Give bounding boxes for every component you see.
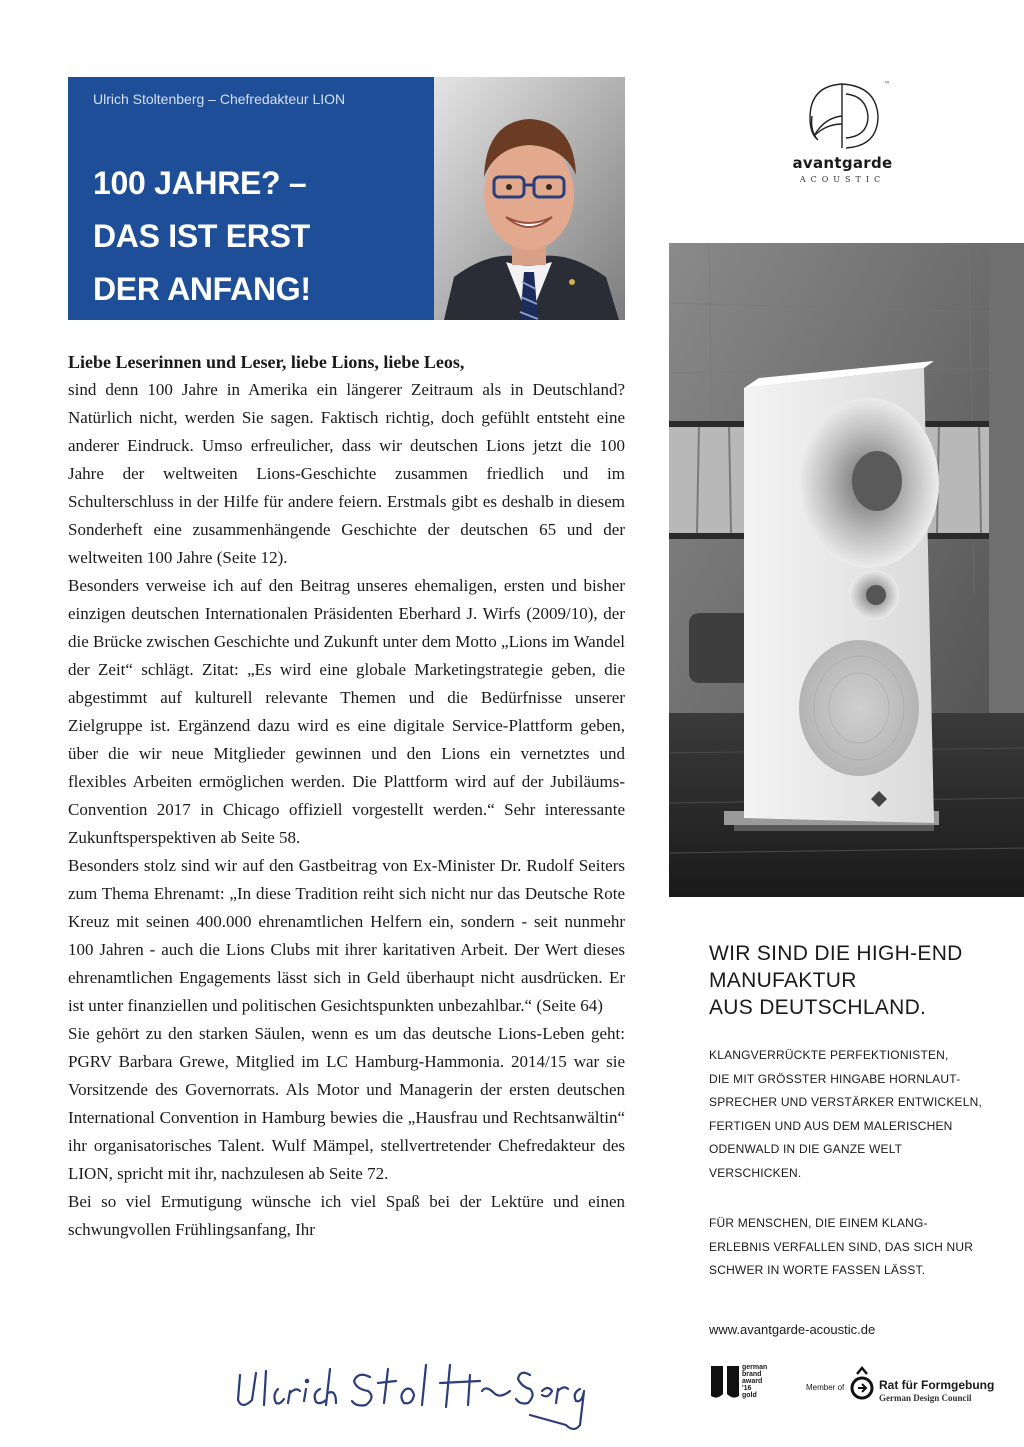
- brand-name: avantgarde: [792, 154, 893, 172]
- ad-paragraph: [709, 1044, 1009, 1185]
- headline-line: 100 JAHRE? –: [93, 165, 307, 201]
- author-portrait: [434, 77, 625, 320]
- ad-headline-line: WIR SIND DIE HIGH-END: [709, 942, 963, 965]
- ad-headline-line: MANUFAKTUR: [709, 969, 857, 992]
- ad-paragraph: [709, 1212, 1009, 1283]
- headline-line: DAS IST ERST: [93, 218, 310, 254]
- handwritten-signature: [230, 1355, 590, 1435]
- ad-line: FERTIGEN UND AUS DEM MALERISCHEN: [709, 1118, 953, 1133]
- design-council-name: Rat für Formgebung: [879, 1378, 995, 1392]
- speaker-photo: [669, 243, 1024, 897]
- ad-line: ERLEBNIS VERFALLEN SIND, DAS SICH NUR: [709, 1239, 974, 1254]
- ad-line: FÜR MENSCHEN, DIE EINEM KLANG-: [709, 1216, 928, 1230]
- article-paragraph: Besonders stolz sind wir auf den Gastbeitrag von Ex-Minister Dr. Rudolf Seiters zum Thema Ehrenamt: „In diese Tradition reiht sich nicht nur das Deutsche Rote Kreuz mit seinen 400.000 ehrenamtlichen Helfern ein, sondern - seit nunmehr 100 Jahren - auch die Lions Clubs mit ihrer karitativen Arbeit. Der Wert dieses ehrenamtlichen Engagements lässt sich in Geld überhaupt nicht ausdrücken. Er ist unter finanziellen und politischen Gesichtspunkten unbezahlbar.“ (Seite 64): [68, 856, 625, 1015]
- author-line: Ulrich Stoltenberg – Chefredakteur LION: [93, 91, 346, 107]
- article-paragraph: Besonders verweise ich auf den Beitrag unseres ehemaligen, ersten und bisher einzigen deutschen Internationalen Präsidenten Eberhard J. Wirfs (2009/10), der die Brücke zwischen Geschichte und Zukunft unter dem Motto „Lions im Wandel der Zeit“ schlägt. Zitat: „Es wird eine globale Marketingstrategie geben, die abgestimmt auf kulturell relevante Themen und die Bedürfnisse unserer Zielgruppe ist. Ergänzend dazu wird es eine digitale Service-Plattform geben, über die wir neue Mitglieder gewinnen und den Lions ein vernetztes und flexibles Arbeiten ermöglichen werden. Die Plattform wird auf der Jubiläums-Convention 2017 in Chicago offiziell vorgestellt werden.“ Sehr interessante Zukunftsperspektiven ab Seite 58.: [68, 576, 625, 847]
- member-of-label: Member of: [806, 1383, 845, 1392]
- award-line: award: [742, 1378, 763, 1385]
- design-council-icon: [849, 1366, 877, 1402]
- brand-award-text: [742, 1364, 782, 1399]
- ad-line: ODENWALD IN DIE GANZE WELT: [709, 1142, 903, 1156]
- article-paragraph: Bei so viel Ermutigung wünsche ich viel Spaß bei der Lektüre und einen schwungvollen Frühlingsanfang, Ihr: [68, 1192, 625, 1239]
- salutation: Liebe Leserinnen und Leser, liebe Lions, liebe Leos,: [68, 352, 465, 372]
- headline: [93, 157, 423, 316]
- design-council-subtitle: German Design Council: [879, 1393, 972, 1403]
- award-line: german: [742, 1364, 768, 1371]
- article-paragraph: sind denn 100 Jahre in Amerika ein längerer Zeitraum als in Deutschland? Natürlich nicht, werden Sie sagen. Faktisch richtig, doch gefühlt entsteht eine anderer Eindruck. Umso erfreulicher, dass wir deutschen Lions jetzt die 100 Jahre der weltweiten Lions-Geschichte zusammen friedlich und im Schulterschluss in der Hilfe für andere feiern. Erstmals gibt es deshalb in diesem Sonderheft eine zusammenhängende Geschichte der deutschen 65 und der weltweiten 100 Jahre (Seite 12).: [68, 380, 625, 567]
- ad-headline-line: AUS DEUTSCHLAND.: [709, 996, 927, 1019]
- editorial-article: [68, 348, 625, 1244]
- editorial-header: [68, 77, 434, 320]
- ad-url-link[interactable]: www.avantgarde-acoustic.de: [709, 1322, 876, 1337]
- ad-line: KLANGVERRÜCKTE PERFEKTIONISTEN,: [709, 1048, 949, 1062]
- headline-line: DER ANFANG!: [93, 271, 311, 307]
- article-paragraph: Sie gehört zu den starken Säulen, wenn es um das deutsche Lions-Leben geht: PGRV Barbara Grewe, Mitglied im LC Hamburg-Hammonia. 2014/15 war sie Vorsitzende des Governorrats. Als Motor und Managerin der ersten deutschen International Convention in Hamburg bewies die „Hausfrau und Rechtsanwältin“ ihr organisatorisches Talent. Wulf Mämpel, stellvertretender Chefredakteur des LION, spricht mit ihr, nachzulesen ab Seite 72.: [68, 1024, 625, 1183]
- brand-subtitle: ACOUSTIC: [799, 175, 886, 184]
- award-line: gold: [742, 1392, 757, 1399]
- ad-line: SPRECHER UND VERSTÄRKER ENTWICKELN,: [709, 1095, 983, 1109]
- ad-headline: [709, 940, 1009, 1021]
- svg-text:™: ™: [884, 81, 890, 88]
- ad-line: DIE MIT GRÖSSTER HINGABE HORNLAUT-: [709, 1071, 961, 1086]
- ad-line: SCHWER IN WORTE FASSEN LÄSST.: [709, 1263, 926, 1277]
- ad-line: VERSCHICKEN.: [709, 1165, 802, 1180]
- award-line: brand: [742, 1371, 762, 1378]
- award-line: '16: [742, 1385, 752, 1392]
